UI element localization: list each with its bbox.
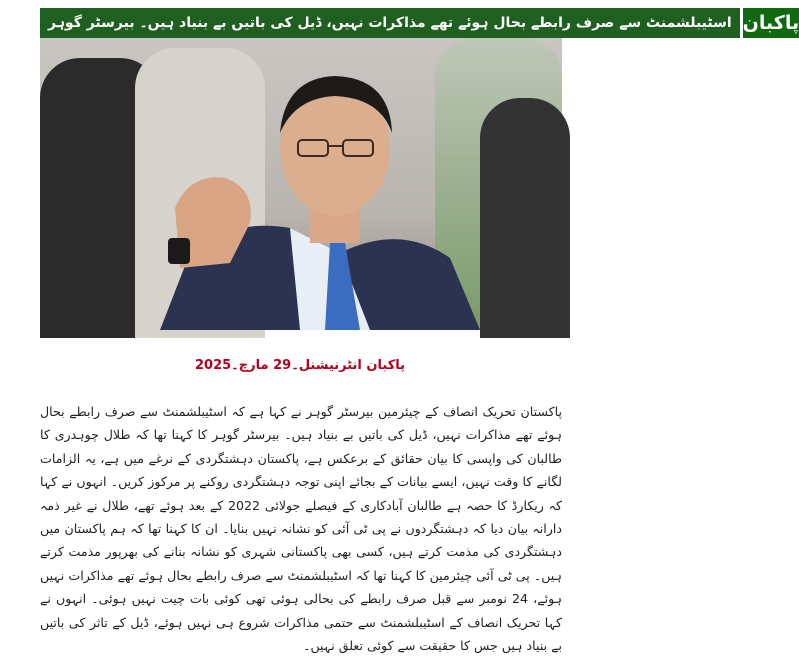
dateline: پاکبان انٹرنیشنل۔29 مارچ۔2025 bbox=[194, 358, 406, 373]
news-header bbox=[40, 8, 799, 38]
news-photo bbox=[40, 38, 562, 330]
article-body bbox=[40, 400, 562, 654]
article-paragraph: پاکستان تحریک انصاف کے چیئرمین بیرسٹر گوہر نے کہا ہے کہ اسٹیبلشمنٹ سے صرف رابطے بحال ہوئے تھے مذاکرات نہیں، ڈیل کی باتیں بے بنیاد ہیں۔ بیرسٹر گوہر کا کہنا تھا کہ طلال چوہدری کا طالبان کی واپسی کا بیان حقائق کے برعکس ہے، پاکستان دہشتگردی کے نرغے میں ہے، یہ الزامات لگانے کا وقت نہیں، ایسے بیانات کے بجائے اپنی توجہ دہشتگردی روکنے پر مرکوز کریں۔ انہوں نے کہا کہ ریکارڈ کا حصہ ہے طالبان آبادکاری کے فیصلے جولائی 2022 کے بعد ہوئے تھے، طلال نے غیر ذمہ دارانہ بیان دیا کہ دہشتگردوں نے پی ٹی آئی کو نشانہ نہیں بنایا۔ ان کا کہنا تھا کہ ہم پاکستان میں دہشتگردی کی مذمت کرتے ہیں، کسی بھی پاکستانی شہری کو نشانہ بنانے کی بھرپور مذمت کرتے ہیں۔ پی ٹی آئی چیئرمین کا کہنا تھا کہ اسٹیبلشمنٹ سے صرف رابطے بحال ہوئے تھے مذاکرات نہیں ہوئے، 24 نومبر سے قبل صرف رابطے کی بحالی ہوئی تھی کوئی بات چیت نہیں ہوئی۔ انہوں نے کہا تحریک انصاف کے اسٹیبلشمنٹ سے حتمی مذاکرات شروع ہی نہیں ہوئے، ڈیل کے تاثر کی باتیں بے بنیاد ہیں جس کا حقیقت سے کوئی تعلق نہیں۔ bbox=[40, 404, 562, 654]
site-logo: پاکبان bbox=[740, 8, 799, 38]
speaker-figure bbox=[40, 38, 562, 330]
headline: اسٹیبلشمنٹ سے صرف رابطے بحال ہوئے تھے مذاکرات نہیں، ڈیل کی باتیں بے بنیاد ہیں۔ بیرسٹر گوہر bbox=[40, 8, 740, 38]
